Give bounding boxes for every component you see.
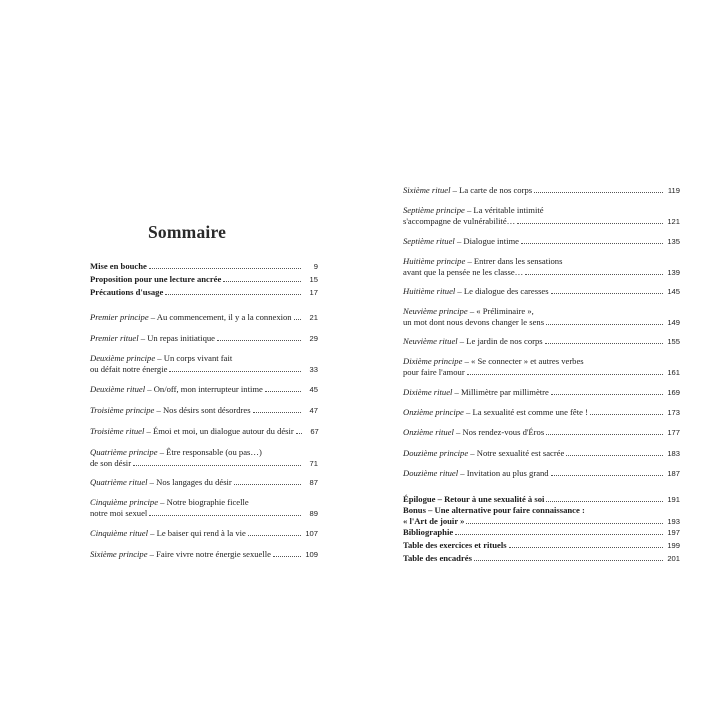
toc-entry-text xyxy=(403,448,564,459)
leader-dots xyxy=(566,455,663,456)
toc-page-number: 135 xyxy=(667,237,680,246)
leader-dots xyxy=(165,294,301,295)
toc-entry[interactable] xyxy=(90,384,318,396)
toc-entry-text xyxy=(403,185,532,196)
toc-page-number: 193 xyxy=(667,516,680,526)
toc-entry-text xyxy=(403,516,464,527)
toc-entry[interactable] xyxy=(90,426,318,438)
toc-entry-label: Septième principe xyxy=(403,205,465,215)
toc-entry-line xyxy=(403,407,680,419)
toc-page-number: 177 xyxy=(667,428,680,437)
toc-page-number: 71 xyxy=(309,458,318,468)
toc-entry-title: de son désir xyxy=(90,457,132,468)
leader-dots xyxy=(294,319,301,320)
toc-page-number: 47 xyxy=(309,406,318,415)
toc-entry-label: Neuvième rituel xyxy=(403,336,458,346)
toc-entry[interactable] xyxy=(90,528,318,540)
toc-entry-title: ou défait notre énergie xyxy=(90,363,168,374)
toc-entry-title: Mise en bouche xyxy=(90,261,147,271)
toc-entry-text xyxy=(90,261,147,272)
toc-entry-label: Onzième principe xyxy=(403,407,464,417)
toc-entry-line xyxy=(90,405,318,417)
toc-entry-title: – La véritable intimité xyxy=(464,205,544,215)
toc-entry-label: Septième rituel xyxy=(403,236,455,246)
toc-entry-title: avant que la pensée ne les classe… xyxy=(403,266,524,277)
toc-entry-text xyxy=(90,497,249,508)
toc-page-number: 45 xyxy=(309,385,318,394)
toc-entry-line xyxy=(403,540,680,552)
toc-entry-text xyxy=(90,447,262,458)
toc-entry-title: – Au commencement, il y a la connexion xyxy=(148,312,292,322)
leader-dots xyxy=(474,560,663,561)
toc-page-number: 191 xyxy=(667,495,680,504)
toc-entry-title: – Entrer dans les sensations xyxy=(465,256,563,266)
toc-entry-line xyxy=(90,261,318,273)
toc-entry-line xyxy=(403,356,680,367)
toc-entry-line xyxy=(90,508,318,520)
toc-entry-text xyxy=(403,387,549,398)
toc-entry-text xyxy=(403,317,544,328)
toc-entry-title: – Le baiser qui rend à la vie xyxy=(148,528,246,538)
toc-entry-label: Dixième principe xyxy=(403,356,463,366)
leader-dots xyxy=(509,547,663,548)
toc-entry-line xyxy=(90,384,318,396)
toc-entry-text xyxy=(90,528,246,539)
toc-entry-text xyxy=(403,205,544,216)
toc-entry-title: – Être responsable (ou pas…) xyxy=(157,447,262,457)
leader-dots xyxy=(133,465,301,466)
toc-entry[interactable] xyxy=(403,306,680,328)
toc-entry-label: Cinquième principe xyxy=(90,497,159,507)
toc-entry-text xyxy=(403,494,544,505)
leader-dots xyxy=(546,434,663,435)
toc-entry-text xyxy=(403,427,544,438)
toc-entry-text xyxy=(403,306,534,317)
leader-dots xyxy=(296,433,302,434)
toc-entry-text xyxy=(90,405,251,416)
toc-entry-title: « l'Art de jouir » xyxy=(403,515,465,526)
toc-entry-title: Bibliographie xyxy=(403,527,454,537)
toc-entry-title: Table des exercices et rituels xyxy=(403,540,507,550)
toc-entry-line xyxy=(403,448,680,460)
toc-entry-text xyxy=(403,286,549,297)
toc-entry[interactable] xyxy=(403,205,680,227)
toc-entry[interactable] xyxy=(403,336,680,348)
toc-entry-title: – Nos langages du désir xyxy=(147,477,232,487)
toc-entry-text xyxy=(90,274,221,285)
toc-entry-label: Huitième principe xyxy=(403,256,466,266)
toc-entry-line xyxy=(90,312,318,324)
leader-dots xyxy=(253,412,301,413)
toc-page-number: 155 xyxy=(667,337,680,346)
leader-dots xyxy=(455,534,663,535)
toc-entry-title: Précautions d'usage xyxy=(90,287,164,297)
leader-dots xyxy=(546,324,663,325)
toc-entry-line xyxy=(90,458,318,470)
toc-entry-title: notre moi sexuel xyxy=(90,507,148,518)
leader-dots xyxy=(466,523,663,524)
toc-entry-line xyxy=(403,367,680,379)
leader-dots xyxy=(551,475,663,476)
toc-page-number: 119 xyxy=(667,186,680,195)
toc-page-number: 21 xyxy=(309,313,318,322)
toc-entry-label: Cinquième rituel xyxy=(90,528,148,538)
page-title: Sommaire xyxy=(148,222,227,242)
toc-entry[interactable] xyxy=(90,312,318,324)
toc-entry[interactable] xyxy=(90,261,318,273)
toc-page-number: 107 xyxy=(305,529,318,538)
toc-entry[interactable] xyxy=(90,333,318,345)
toc-entry-label: Huitième rituel xyxy=(403,286,456,296)
toc-entry-text xyxy=(90,287,163,298)
leader-dots xyxy=(223,281,301,282)
toc-entry-line xyxy=(90,447,318,458)
toc-entry-title: Épilogue – Retour à une sexualité à soi xyxy=(403,494,545,504)
toc-entry-title: – La carte de nos corps xyxy=(450,185,533,195)
toc-page-number: 87 xyxy=(309,478,318,487)
toc-entry[interactable] xyxy=(90,549,318,561)
toc-entry-line xyxy=(403,185,680,197)
toc-entry[interactable] xyxy=(90,497,318,519)
leader-dots xyxy=(149,268,301,269)
toc-entry[interactable] xyxy=(90,274,318,286)
toc-entry[interactable] xyxy=(403,387,680,399)
leader-dots xyxy=(273,556,301,557)
toc-page-number: 109 xyxy=(305,550,318,559)
toc-page-number: 67 xyxy=(310,427,319,436)
toc-page-number: 199 xyxy=(667,541,680,550)
toc-entry[interactable] xyxy=(403,256,680,278)
toc-entry-text xyxy=(90,364,167,375)
toc-entry[interactable] xyxy=(403,468,680,480)
toc-entry-title: un mot dont nous devons changer le sens xyxy=(403,316,545,327)
toc-entry-line xyxy=(403,427,680,439)
toc-entry[interactable] xyxy=(403,286,680,298)
toc-entry-title: – « Préliminaire », xyxy=(467,306,534,316)
toc-entry-line xyxy=(90,477,318,489)
toc-entry-text xyxy=(403,216,515,227)
toc-entry-line xyxy=(90,287,318,299)
toc-entry-text xyxy=(90,549,271,560)
toc-entry[interactable] xyxy=(403,236,680,248)
toc-entry-title: – Dialogue intime xyxy=(454,236,519,246)
toc-entry-title: – Émoi et moi, un dialogue autour du désir xyxy=(144,426,294,436)
toc-entry-label: Troisième rituel xyxy=(90,426,145,436)
toc-entry-label: Troisième principe xyxy=(90,405,155,415)
toc-entry-line xyxy=(90,549,318,561)
toc-entry-text xyxy=(403,527,453,538)
toc-entry-title: – Nos désirs sont désordres xyxy=(154,405,251,415)
toc-entry-text xyxy=(90,312,292,323)
toc-entry[interactable] xyxy=(403,427,680,439)
toc-page-number: 161 xyxy=(667,367,680,377)
toc-entry[interactable] xyxy=(403,505,680,527)
toc-entry-text xyxy=(403,336,543,347)
toc-entry-line xyxy=(403,553,680,565)
toc-entry-line xyxy=(403,516,680,528)
toc-entry-label: Douzième rituel xyxy=(403,468,459,478)
toc-entry[interactable] xyxy=(403,527,680,539)
toc-entry-title: – Nos rendez-vous d'Éros xyxy=(453,427,545,437)
toc-entry-label: Premier principe xyxy=(90,312,149,322)
toc-entry-line xyxy=(403,468,680,480)
leader-dots xyxy=(248,535,301,536)
toc-entry-text xyxy=(90,333,215,344)
leader-dots xyxy=(551,394,663,395)
toc-entry-text xyxy=(90,426,294,437)
toc-page-number: 33 xyxy=(309,364,318,374)
toc-page-number: 183 xyxy=(667,449,680,458)
toc-entry-label: Quatrième rituel xyxy=(90,477,148,487)
toc-entry-text xyxy=(403,505,585,516)
toc-page-number: 197 xyxy=(667,528,680,537)
leader-dots xyxy=(149,515,301,516)
toc-entry-title: – Le jardin de nos corps xyxy=(457,336,543,346)
toc-page-number: 9 xyxy=(313,262,318,271)
toc-entry-label: Sixième principe xyxy=(90,549,148,559)
toc-entry-title: – La sexualité est comme une fête ! xyxy=(463,407,588,417)
toc-entry-title: – Millimètre par millimètre xyxy=(452,387,549,397)
toc-entry-label: Onzième rituel xyxy=(403,427,454,437)
toc-entry-line xyxy=(403,527,680,539)
toc-page-number: 15 xyxy=(309,275,318,284)
toc-entry-label: Premier rituel xyxy=(90,333,139,343)
toc-entry-text xyxy=(403,468,549,479)
toc-entry-title: – Faire vivre notre énergie sexuelle xyxy=(147,549,271,559)
toc-entry[interactable] xyxy=(403,494,680,506)
toc-entry-label: Deuxième rituel xyxy=(90,384,146,394)
toc-entry[interactable] xyxy=(90,405,318,417)
toc-entry-title: – Un corps vivant fait xyxy=(155,353,233,363)
toc-entry[interactable] xyxy=(90,287,318,299)
toc-entry-text xyxy=(90,508,147,519)
leader-dots xyxy=(521,243,663,244)
toc-entry-title: – Un repas initiatique xyxy=(138,333,215,343)
toc-page-number: 17 xyxy=(309,288,318,297)
toc-entry-line xyxy=(90,426,318,438)
leader-dots xyxy=(546,501,663,502)
leader-dots xyxy=(534,192,663,193)
toc-entry[interactable] xyxy=(403,407,680,419)
toc-entry[interactable] xyxy=(90,353,318,375)
toc-entry-line xyxy=(403,256,680,267)
toc-page-number: 121 xyxy=(667,216,680,226)
toc-page-number: 173 xyxy=(667,408,680,417)
toc-entry-text xyxy=(403,236,519,247)
leader-dots xyxy=(525,274,663,275)
toc-entry-title: – Notre biographie ficelle xyxy=(158,497,249,507)
toc-entry-title: Table des encadrés xyxy=(403,553,472,563)
toc-entry-title: s'accompagne de vulnérabilité… xyxy=(403,215,516,226)
toc-entry-line xyxy=(90,333,318,345)
leader-dots xyxy=(517,223,663,224)
toc-entry-title: pour faire l'amour xyxy=(403,366,465,377)
toc-entry[interactable] xyxy=(403,553,680,565)
toc-entry-line xyxy=(403,336,680,348)
toc-entry-text xyxy=(90,384,263,395)
leader-dots xyxy=(551,293,663,294)
toc-entry-line xyxy=(403,267,680,279)
toc-entry-line xyxy=(90,364,318,376)
toc-entry[interactable] xyxy=(90,447,318,469)
toc-entry-line xyxy=(403,306,680,317)
toc-entry-line xyxy=(403,317,680,329)
toc-entry-label: Quatrième principe xyxy=(90,447,158,457)
toc-entry[interactable] xyxy=(90,477,318,489)
leader-dots xyxy=(265,391,301,392)
toc-entry-line xyxy=(90,528,318,540)
toc-entry-title: Bonus – Une alternative pour faire connaissance : xyxy=(403,505,585,515)
toc-page-number: 169 xyxy=(667,388,680,397)
toc-entry-text xyxy=(403,367,465,378)
toc-page-number: 187 xyxy=(667,469,680,478)
toc-entry-line xyxy=(403,387,680,399)
toc-entry-text xyxy=(90,458,131,469)
toc-entry-text xyxy=(403,540,507,551)
toc-page-number: 145 xyxy=(667,287,680,296)
leader-dots xyxy=(590,414,663,415)
toc-entry-line xyxy=(90,274,318,286)
toc-entry-title: Proposition pour une lecture ancrée xyxy=(90,274,222,284)
toc-entry-label: Dixième rituel xyxy=(403,387,453,397)
toc-page-number: 201 xyxy=(667,554,680,563)
toc-entry[interactable] xyxy=(403,185,680,197)
toc-entry[interactable] xyxy=(403,356,680,378)
toc-entry-line xyxy=(403,205,680,216)
leader-dots xyxy=(234,484,301,485)
toc-entry-line xyxy=(90,353,318,364)
toc-entry[interactable] xyxy=(403,540,680,552)
leader-dots xyxy=(217,340,301,341)
toc-entry-label: Douzième principe xyxy=(403,448,469,458)
toc-entry-line xyxy=(403,236,680,248)
toc-page-number: 149 xyxy=(667,317,680,327)
toc-entry-line xyxy=(403,494,680,506)
toc-entry-line xyxy=(403,216,680,228)
toc-entry-text xyxy=(403,267,523,278)
toc-entry-line xyxy=(403,286,680,298)
toc-page-number: 29 xyxy=(309,334,318,343)
leader-dots xyxy=(169,371,301,372)
leader-dots xyxy=(467,374,663,375)
toc-entry-title: – On/off, mon interrupteur intime xyxy=(145,384,263,394)
toc-page-number: 139 xyxy=(667,267,680,277)
toc-entry-line xyxy=(90,497,318,508)
toc-entry-title: – « Se connecter » et autres verbes xyxy=(462,356,584,366)
right-page xyxy=(360,0,720,720)
toc-entry-line xyxy=(403,505,680,516)
toc-entry-label: Neuvième principe xyxy=(403,306,468,316)
toc-entry-text xyxy=(403,553,472,564)
leader-dots xyxy=(545,343,663,344)
toc-entry-text xyxy=(403,407,588,418)
toc-entry[interactable] xyxy=(403,448,680,460)
toc-entry-title: – Le dialogue des caresses xyxy=(455,286,549,296)
toc-entry-text xyxy=(403,256,562,267)
toc-entry-title: – Invitation au plus grand xyxy=(458,468,549,478)
toc-entry-text xyxy=(90,477,232,488)
toc-entry-label: Deuxième principe xyxy=(90,353,156,363)
toc-entry-label: Sixième rituel xyxy=(403,185,451,195)
toc-entry-text xyxy=(403,356,584,367)
toc-entry-title: – Notre sexualité est sacrée xyxy=(468,448,565,458)
toc-entry-text xyxy=(90,353,232,364)
toc-page-number: 89 xyxy=(309,508,318,518)
